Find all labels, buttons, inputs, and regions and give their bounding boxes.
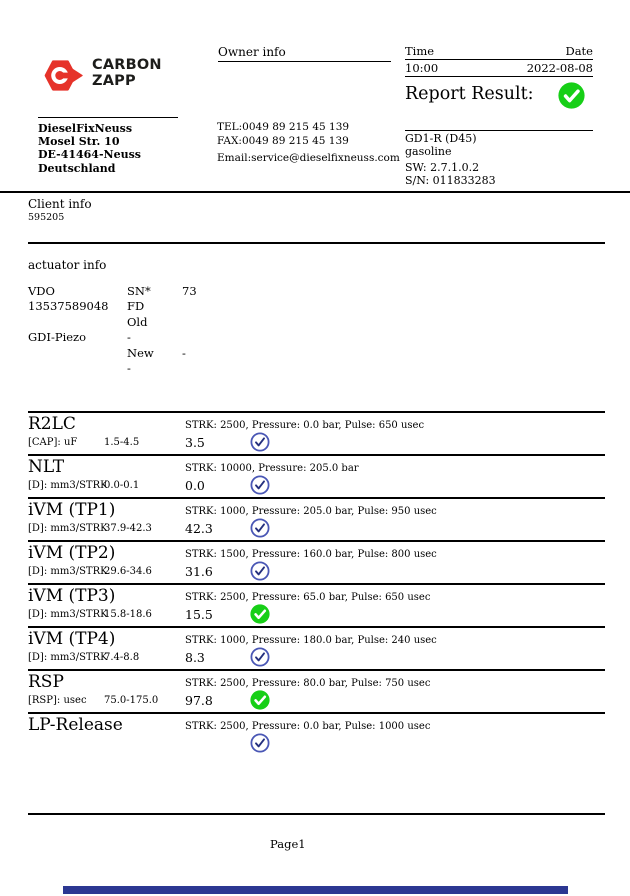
test-range: 7.4-8.8: [104, 652, 140, 663]
owner-email: Email:service@dieselfixneuss.com: [217, 152, 400, 164]
actuator-row: [28, 315, 328, 330]
test-row: [28, 497, 605, 540]
logo-underline: [38, 117, 178, 118]
carbon-zapp-logo-icon: [44, 60, 86, 91]
machine-serial: S/N: 011833283: [405, 173, 496, 187]
test-row: [28, 626, 605, 669]
machine-fuel: gasoline: [405, 144, 452, 158]
test-value: 31.6: [185, 564, 213, 579]
owner-address-block: [38, 122, 141, 175]
brand-line2: ZAPP: [92, 72, 136, 89]
test-unit-label: [RSP]: usec: [28, 695, 87, 706]
test-value: 97.8: [185, 693, 213, 708]
actuator-col1: GDI-Piezo: [28, 330, 87, 345]
test-row: [28, 712, 605, 755]
test-unit-label: [CAP]: uF: [28, 437, 78, 448]
actuator-col1: VDO: [28, 284, 55, 298]
report-result-pass-icon: [558, 82, 585, 109]
header-separator: [0, 191, 630, 193]
pass-check-blue-icon: [250, 647, 270, 667]
machine-software: SW: 2.7.1.0.2: [405, 161, 480, 174]
client-separator: [28, 242, 605, 244]
test-results-table: [28, 411, 605, 755]
test-name: LP-Release: [28, 715, 123, 735]
actuator-col2: Old: [127, 314, 148, 329]
pass-check-blue-icon: [250, 475, 270, 495]
test-value: 15.5: [185, 607, 213, 622]
brand-line1: CARBON: [92, 57, 162, 73]
actuator-col2: FD: [127, 299, 145, 314]
test-name: iVM (TP2): [28, 543, 116, 563]
test-range: 75.0-175.0: [104, 695, 159, 706]
pass-check-green-icon: [250, 604, 270, 624]
owner-city: DE-41464-Neuss: [38, 148, 141, 162]
actuator-row: [28, 284, 328, 299]
test-unit-label: [D]: mm3/STRK: [28, 566, 108, 577]
test-name: NLT: [28, 457, 65, 477]
test-unit-label: [D]: mm3/STRK: [28, 652, 108, 663]
actuator-col3: 73: [182, 284, 197, 298]
test-unit-label: [D]: mm3/STRK: [28, 480, 108, 491]
machine-block-topline: [405, 130, 593, 131]
test-range: 0.0-0.1: [104, 480, 140, 491]
actuator-row: [28, 361, 328, 376]
test-params: STRK: 2500, Pressure: 0.0 bar, Pulse: 1000 usec: [185, 721, 431, 732]
pass-check-blue-icon: [250, 432, 270, 452]
test-params: STRK: 1500, Pressure: 160.0 bar, Pulse: 800 usec: [185, 549, 437, 560]
test-name: iVM (TP4): [28, 629, 116, 649]
owner-street: Mosel Str. 10: [38, 135, 120, 149]
owner-country: Deutschland: [38, 161, 116, 175]
test-name: iVM (TP3): [28, 586, 116, 606]
date-label: Date: [565, 44, 593, 58]
actuator-row: [28, 346, 328, 361]
test-params: STRK: 1000, Pressure: 205.0 bar, Pulse: 950 usec: [185, 506, 437, 517]
page-number-label: Page1: [270, 837, 306, 851]
time-date-value-row: [405, 61, 593, 77]
actuator-col2: SN*: [127, 284, 151, 298]
test-params: STRK: 10000, Pressure: 205.0 bar: [185, 463, 359, 474]
test-value: 8.3: [185, 650, 205, 665]
actuator-col3: -: [182, 345, 186, 360]
owner-info-heading: Owner info: [218, 45, 391, 62]
test-value: 42.3: [185, 521, 213, 536]
test-row: [28, 669, 605, 712]
test-row: [28, 411, 605, 454]
test-unit-label: [D]: mm3/STRK: [28, 523, 108, 534]
test-params: STRK: 2500, Pressure: 80.0 bar, Pulse: 750 usec: [185, 678, 431, 689]
owner-tel: TEL:0049 89 215 45 139: [217, 121, 350, 133]
brand-wordmark: [92, 58, 162, 89]
machine-info-block: [405, 133, 593, 187]
owner-contact-block: [217, 121, 400, 166]
test-range: 29.6-34.6: [104, 566, 152, 577]
report-result-label: Report Result:: [405, 84, 534, 104]
test-row: [28, 454, 605, 497]
actuator-col2: -: [127, 360, 131, 375]
time-label: Time: [405, 44, 435, 58]
time-date-header-row: [405, 44, 593, 60]
footer-accent-bar: [63, 886, 568, 894]
pass-check-blue-icon: [250, 518, 270, 538]
time-value: 10:00: [405, 61, 439, 75]
test-params: STRK: 2500, Pressure: 0.0 bar, Pulse: 650 usec: [185, 420, 425, 431]
test-params: STRK: 1000, Pressure: 180.0 bar, Pulse: 240 usec: [185, 635, 437, 646]
test-params: STRK: 2500, Pressure: 65.0 bar, Pulse: 650 usec: [185, 592, 431, 603]
test-name: R2LC: [28, 414, 76, 434]
actuator-col2: -: [127, 330, 131, 345]
test-value: 3.5: [185, 435, 205, 450]
actuator-info-table: [28, 284, 328, 376]
test-row: [28, 583, 605, 626]
client-number: 595205: [28, 212, 65, 223]
actuator-row: [28, 299, 328, 314]
test-name: iVM (TP1): [28, 500, 116, 520]
client-info-heading: Client info: [28, 197, 92, 211]
time-date-block: [405, 44, 593, 78]
pass-check-blue-icon: [250, 733, 270, 753]
test-range: 37.9-42.3: [104, 523, 152, 534]
test-name: RSP: [28, 672, 64, 692]
actuator-col2: New: [127, 345, 154, 360]
test-value: 0.0: [185, 478, 205, 493]
test-range: 1.5-4.5: [104, 437, 140, 448]
test-unit-label: [D]: mm3/STRK: [28, 609, 108, 620]
owner-fax: FAX:0049 89 215 45 139: [217, 134, 349, 147]
table-bottom-line: [28, 813, 605, 815]
actuator-info-heading: actuator info: [28, 258, 107, 272]
pass-check-blue-icon: [250, 561, 270, 581]
test-range: 15.8-18.6: [104, 609, 152, 620]
machine-model: GD1-R (D45): [405, 132, 477, 145]
actuator-col1: 13537589048: [28, 299, 109, 314]
pass-check-green-icon: [250, 690, 270, 710]
actuator-row: [28, 330, 328, 345]
owner-name: DieselFixNeuss: [38, 122, 133, 135]
test-row: [28, 540, 605, 583]
date-value: 2022-08-08: [526, 61, 593, 75]
